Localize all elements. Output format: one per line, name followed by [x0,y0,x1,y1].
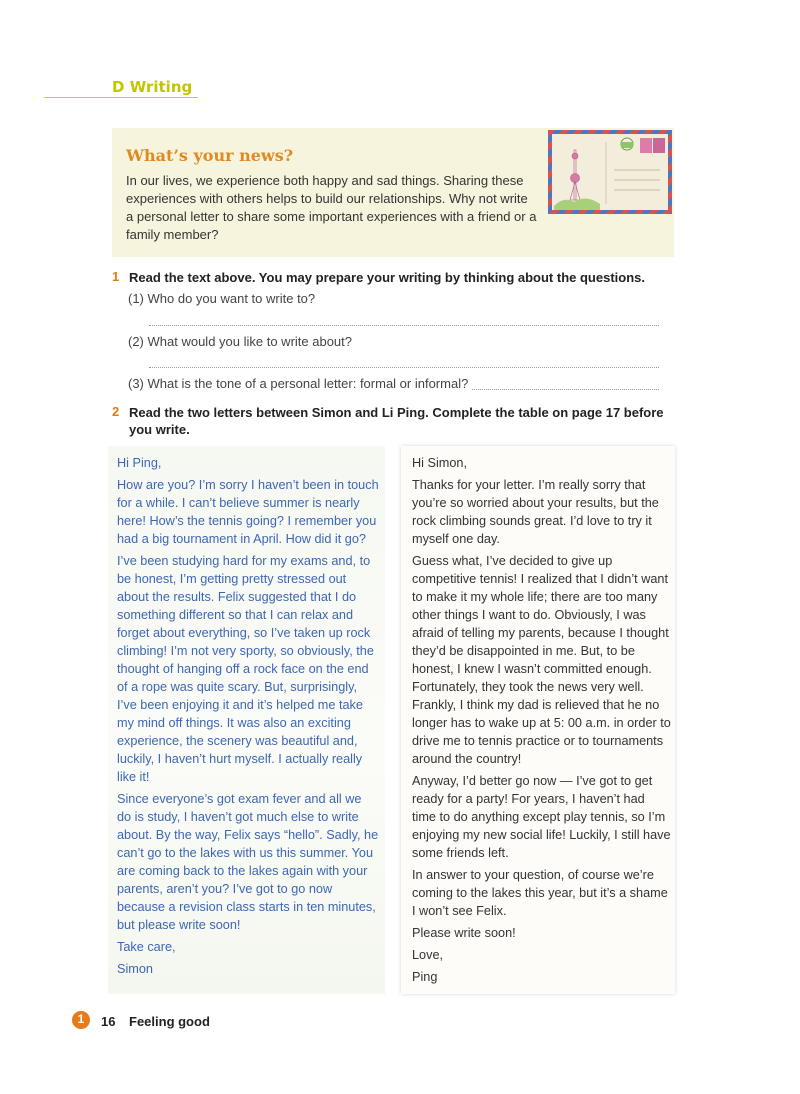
letter-ping-greeting: Hi Simon, [412,456,467,470]
letter-ping-paragraph: Please write soon! [412,926,516,940]
question-1: (1) Who do you want to write to? [128,291,316,306]
letter-simon [108,446,385,994]
section-heading [112,78,192,96]
letter-ping-paragraph: Thanks for your letter. I’m really sorry that you’re so worried about your results, but the rock climbing sounds great. I’d love to try it myself one day. [412,478,659,546]
letter-ping-signature: Ping [412,970,438,984]
unit-badge-icon [72,1011,90,1029]
letter-ping-closing: Love, [412,948,444,962]
task-2-text: Read the two letters between Simon and Li Ping. Complete the table on page 17 before you write. [129,405,664,437]
letter-simon-paragraph: How are you? I’m sorry I haven’t been in touch for a while. I can’t believe summer is nearly here! How’s the tennis going? I remember you had a big tournament in April. How did it go? [117,478,379,546]
page-number: 16 [101,1014,116,1029]
postcard-illustration [548,130,672,214]
task-1-number: 1 [112,269,120,284]
letter-ping-paragraph: Anyway, I’d better go now — I’ve got to get ready for a party! For years, I haven’t had time to do anything except play tennis, so I’m enjoying my new social life! Luckily, I still have some friends left. [412,774,671,860]
letter-simon-body [117,454,379,982]
unit-title: Feeling good [129,1014,210,1029]
letter-simon-paragraph: Since everyone’s got exam fever and all we do is study, I haven’t got much else to write about. By the way, Felix says “hello”. Sadly, he can’t go to the lakes with us this summer. You are coming back to the lakes again with your parents, aren’t you? I’ve got to go now because a revision class starts in ten minutes, but please write soon! [117,792,379,932]
answer-line-1[interactable] [149,325,659,326]
intro-box [112,128,674,257]
letter-ping-body [412,454,671,990]
section-divider [44,97,198,98]
letter-ping-paragraph: In answer to your question, of course we’re coming to the lakes this year, but it’s a shame I won’t see Felix. [412,868,668,918]
section-title: Writing [129,78,193,96]
task-1-text: Read the text above. You may prepare your writing by thinking about the questions. [129,270,645,285]
letter-ping [401,446,675,994]
letter-simon-paragraph: I’ve been studying hard for my exams and, to be honest, I’m getting pretty stressed out about the results. Felix suggested that I do something different so that I can relax and forget about everything, so I’ve taken up rock climbing! I’m not very sporty, so obviously, the thought of hanging off a rock face on the end of a rope was quite scary. But, surprisingly, I’ve been enjoying it and it’s helped me take my mind off things. It was also an exciting experience, the scenery was beautiful and, luckily, I haven’t hurt myself. I actually really like it! [117,554,374,784]
letter-ping-paragraph: Guess what, I’ve decided to give up competitive tennis! I realized that I didn’t want to make it my whole life; there are too many other things I want to do. Obviously, I was afraid of telling my parents, because I thought they’d be disappointed in me. But, to be honest, I knew I wasn’t committed enough. Fortunately, they took the news very well. Frankly, I think my dad is relieved that he no longer has to wake up at 5: 00 a.m. in order to drive me to tennis practice or to tournaments around the country! [412,554,671,766]
letter-simon-greeting: Hi Ping, [117,456,162,470]
letter-simon-signature: Simon [117,962,153,976]
answer-line-2[interactable] [149,367,659,368]
intro-title: What’s your news? [126,146,294,165]
intro-text: In our lives, we experience both happy and sad things. Sharing these experiences with others helps to build our relationships. Why not write a personal letter to share some important experiences with a friend or a family member? [126,173,537,242]
task-2-number: 2 [112,404,120,419]
question-3: (3) What is the tone of a personal letter: formal or informal? [128,376,469,391]
unit-number: 1 [77,1012,85,1026]
letter-simon-closing: Take care, [117,940,176,954]
section-letter: D [112,78,125,96]
answer-line-3[interactable] [472,389,659,390]
question-2: (2) What would you like to write about? [128,334,352,349]
